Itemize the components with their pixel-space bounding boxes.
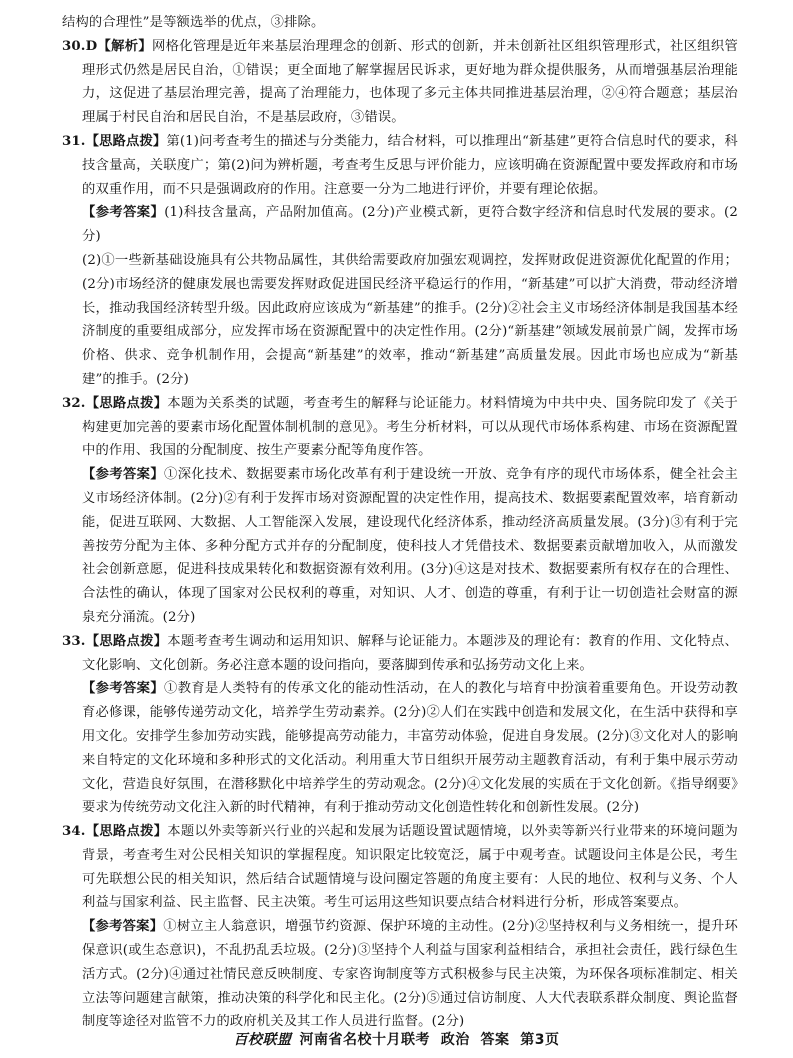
q31-tag-answer: 【参考答案】	[82, 205, 165, 221]
q31-answer-text: (1)科技含量高，产品附加值高。(2分)产业模式新，更符合数字经济和信息时代发展的要求。(2分)	[82, 205, 739, 245]
question-31-approach	[62, 130, 738, 201]
question-33-answer	[62, 677, 738, 820]
q34-tag-answer: 【参考答案】	[82, 919, 164, 935]
q33-number: 33.	[62, 633, 86, 649]
q34-approach-text: 本题以外卖等新兴行业的兴起和发展为话题设置试题情境，以外卖等新兴行业带来的环境问题为背景，考查考生对公民相关知识的掌握程度。知识限定比较宽泛，属于中观考查。试题设问主体是公民，考生可先联想公民的相关知识，然后结合试题情境与设问圈定答题的角度主要有：人民的地位、权利与义务、个人利益与国家利益、民主监督、民主决策。考生可运用这些知识要点结合材料进行分析，形成答案要点。	[82, 824, 738, 911]
q31-tag-approach: 【思路点拨】	[85, 133, 167, 149]
question-31-answer-part2: (2)①一些新基础设施具有公共物品属性，其供给需要政府加强宏观调控，发挥财政促进资源优化配置的作用；(2分)市场经济的健康发展也需要发挥财政促进国民经济平稳运行的作用，“新基建”可以扩大消费，带动经济增长，推动我国经济转型升级。因此政府应该成为“新基建”的推手。(2分)②社会主义市场经济体制是我国基本经济制度的重要组成部分，应发挥市场在资源配置中的决定性作用。(2分)“新基建”领域发展前景广阔，发挥市场价格、供求、竞争机制作用，会提高“新基建”的效率，推动“新基建”高质量发展。因此市场也应成为“新基建”的推手。(2分)	[82, 252, 738, 387]
question-33-approach	[62, 630, 738, 678]
q30-text: 网格化管理是近年来基层治理理念的创新、形式的创新，并未创新社区组织管理形式，社区组织管理形式仍然是居民自治，①错误；更全面地了解掌握居民诉求，更好地为群众提供服务，从而增强基层治理能力，这促进了基层治理完善，提高了治理能力，也体现了多元主体共同推进基层治理，②④符合题意；基层治理属于村民自治和居民自治，不是基层政府，③错误。	[82, 38, 738, 126]
q31-approach-text: 第(1)问考查考生的描述与分类能力，结合材料，可以推理出“新基建”更符合信息时代的要求，科技含量高，关联度广；第(2)问为辨析题，考查考生反思与评价能力，应该明确在资源配置中要发挥政府和市场的双重作用，而不只是强调政府的作用。注意要一分为二地进行评价，并要有理论依据。	[82, 133, 738, 197]
q32-number: 32.	[62, 395, 86, 411]
q31-number: 31.	[62, 133, 86, 149]
page-footer	[0, 1029, 793, 1049]
q30-answer: D	[85, 38, 98, 54]
question-31-answer	[62, 201, 738, 249]
question-32-answer	[62, 463, 738, 630]
q34-tag-approach: 【思路点拨】	[85, 824, 168, 840]
footer-title: 河南省名校十月联考	[299, 1032, 430, 1048]
q32-answer-text: ①深化技术、数据要素市场化改革有利于建设统一开放、竞争有序的现代市场体系，健全社会主义市场经济体制。(2分)②有利于发挥市场对资源配置的决定性作用，提高技术、数据要素配置效率，培育新动能，促进互联网、大数据、人工智能深入发展，建设现代化经济体系，推动经济高质量发展。(3分)③有利于完善按劳分配为主体、多种分配方式并存的分配制度，使科技人才凭借技术、数据要素贡献增加收入，从而激发社会创新意愿，促进科技成果转化和数据资源有效利用。(3分)④这是对技术、数据要素所有权存在的合理性、合法性的确认，体现了国家对公民权利的尊重，对知识、人才、创造的尊重，有利于让一切创造社会财富的源泉充分涌流。(2分)	[82, 467, 738, 625]
footer-page-number: 第3页	[520, 1032, 560, 1048]
footer-brand-logo: 百校联盟	[233, 1032, 292, 1048]
q33-approach-text: 本题考查考生调动和运用知识、解释与论证能力。本题涉及的理论有：教育的作用、文化特点、文化影响、文化创新。务必注意本题的设问指向，要落脚到传承和弘扬劳动文化上来。	[82, 633, 738, 673]
q33-answer-text: ①教育是人类特有的传承文化的能动性活动，在人的教化与培育中扮演着重要角色。开设劳动教育必修课，能够传递劳动文化，培养学生劳动素养。(2分)②人们在实践中创造和发展文化，在生活中获得和享用文化。安排学生参加劳动实践，能够提高劳动能力，丰富劳动体验，促进自身发展。(2分)③文化对人的影响来自特定的文化环境和多种形式的文化活动。利用重大节日组织开展劳动主题教育活动，有利于集中展示劳动文化，营造良好氛围，在潜移默化中培养学生的劳动观念。(2分)④文化发展的实质在于文化创新。《指导纲要》要求为传统劳动文化注入新的时代精神，有利于推动劳动文化创造性转化和创新性发展。(2分)	[82, 681, 738, 816]
q32-tag-approach: 【思路点拨】	[85, 395, 168, 411]
top-line: 结构的合理性”是等额选举的优点，③排除。	[62, 15, 325, 30]
q32-approach-text: 本题为关系类的试题，考查考生的解释与论证能力。材料情境为中共中央、国务院印发了《关于构建更加完善的要素市场化配置体制机制的意见》。考生分析材料，可以从现代市场体系构建、市场在资源配置中的作用、我国的分配制度、按生产要素分配等角度作答。	[82, 395, 738, 459]
q33-tag-answer: 【参考答案】	[82, 681, 165, 697]
question-32-approach	[62, 392, 738, 463]
footer-subject: 政治	[440, 1032, 470, 1048]
q30-number: 30.	[62, 38, 86, 54]
q30-tag: 【解析】	[97, 38, 152, 54]
footer-kind: 答案	[480, 1032, 510, 1048]
question-34-answer	[62, 915, 738, 1034]
q33-tag-approach: 【思路点拨】	[85, 633, 168, 649]
q34-answer-text: ①树立主人翁意识，增强节约资源、保护环境的主动性。(2分)②坚持权利与义务相统一，提升环保意识(或生态意识)，不乱扔乱丢垃圾。(2分)③坚持个人利益与国家利益相结合，承担社会责任，践行绿色生活方式。(2分)④通过社情民意反映制度、专家咨询制度等方式积极参与民主决策，为环保各项标准制定、相关立法等问题建言献策，推动决策的科学化和民主化。(2分)⑤通过信访制度、人大代表联系群众制度、舆论监督制度等途径对监管不力的政府机关及其工作人员进行监督。(2分)	[82, 919, 739, 1030]
q32-tag-answer: 【参考答案】	[82, 467, 165, 483]
q34-number: 34.	[62, 824, 86, 840]
question-34-approach	[62, 820, 738, 915]
question-30	[62, 35, 738, 130]
